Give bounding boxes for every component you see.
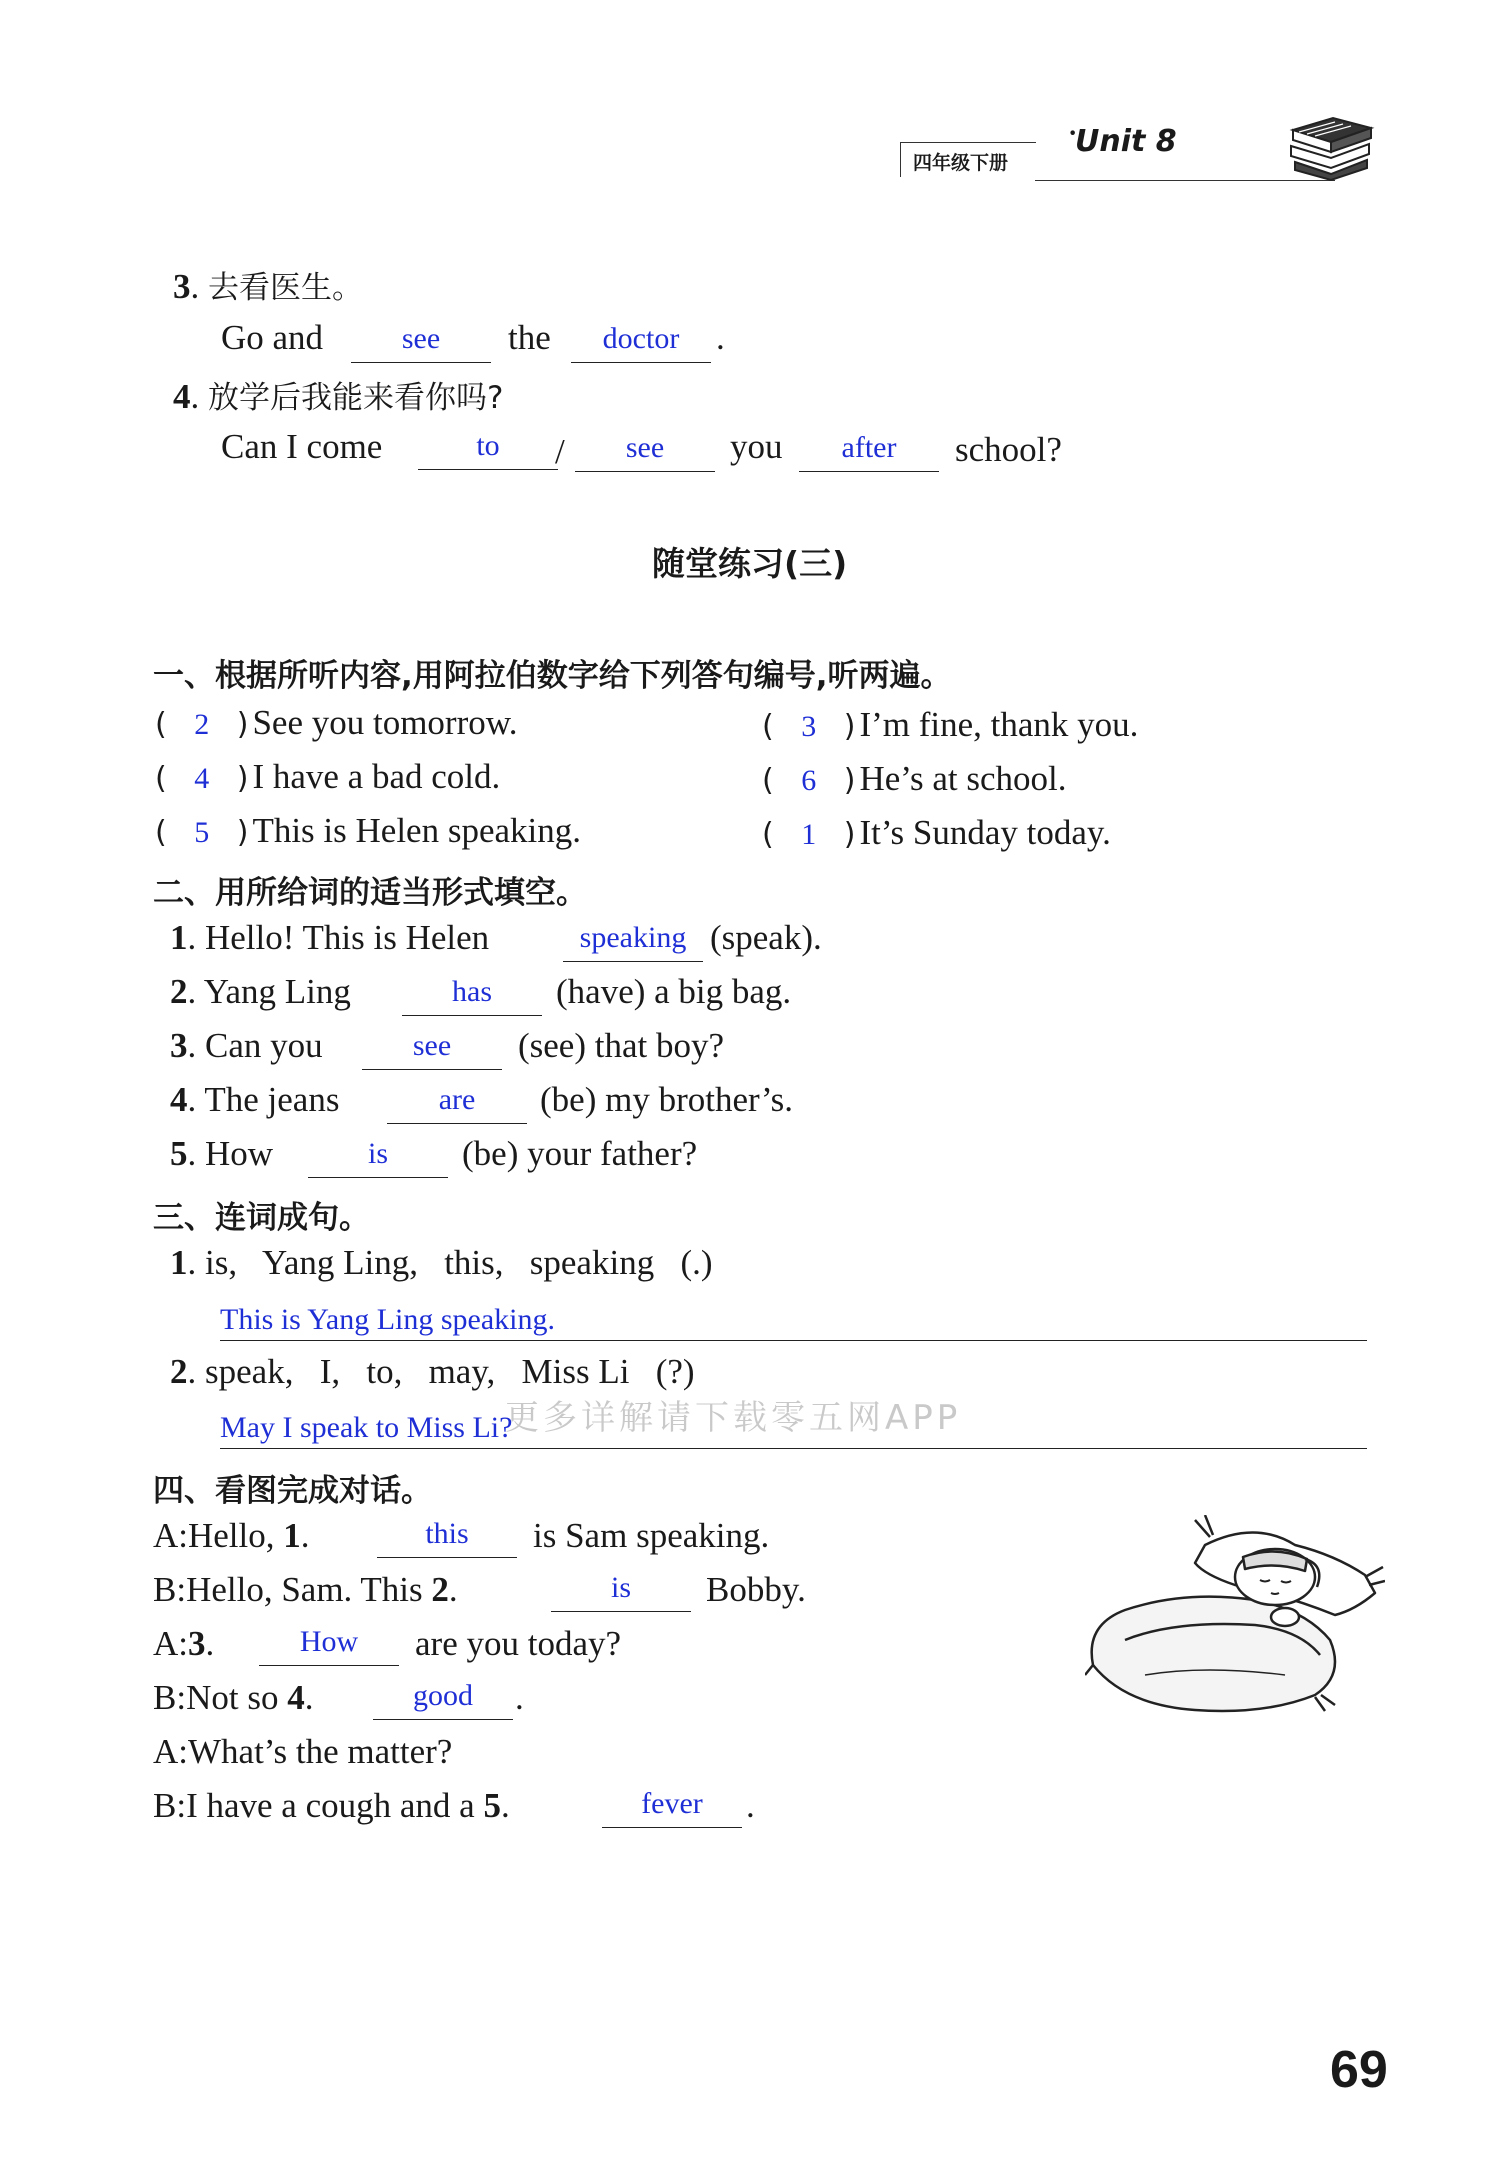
- s3-item-1-words: 1. is, Yang Ling, this, speaking (.): [170, 1243, 713, 1282]
- s4-post-3: are you today?: [415, 1624, 622, 1663]
- watermark: 更多详解请下载零五网APP: [505, 1398, 962, 1438]
- q4-w3: school?: [955, 430, 1062, 469]
- s2-blank-1: speaking: [563, 917, 703, 962]
- s2-post-2: (have) a big bag.: [556, 972, 792, 1011]
- books-icon: [1285, 112, 1375, 182]
- s2-item-2: 2. Yang Ling: [170, 972, 351, 1011]
- header-grade: 四年级下册: [913, 152, 1009, 174]
- s4-blank-2: is: [551, 1567, 691, 1612]
- s4-blank-4: good: [373, 1675, 513, 1720]
- q3-end: .: [716, 318, 725, 357]
- s4-blank-5: fever: [602, 1783, 742, 1828]
- s2-item-4: 4. The jeans: [170, 1080, 340, 1119]
- s2-blank-3: see: [362, 1025, 502, 1070]
- q4-w1: Can I come: [221, 427, 383, 466]
- s2-blank-5: is: [308, 1133, 448, 1178]
- s1-item-6: ( 1 ) It’s Sunday today.: [762, 813, 1111, 852]
- s4-blank-1: this: [377, 1513, 517, 1558]
- header-dot: ·: [1068, 118, 1078, 149]
- s4-line-4: B:Not so 4.: [153, 1678, 314, 1717]
- s2-post-1: (speak).: [710, 918, 822, 957]
- s4-line-1: A:Hello, 1.: [153, 1516, 310, 1555]
- s3-line-2: [220, 1446, 1367, 1449]
- q3-w2: the: [508, 318, 551, 357]
- s3-item-1-answer: This is Yang Ling speaking.: [220, 1303, 556, 1336]
- s3-item-2-answer: May I speak to Miss Li?: [220, 1411, 513, 1444]
- s2-blank-2: has: [402, 971, 542, 1016]
- s3-line-1: [220, 1338, 1367, 1341]
- q4-number: 4: [173, 377, 191, 416]
- s2-item-1: 1. Hello! This is Helen: [170, 918, 490, 957]
- s4-line-3: A:3.: [153, 1624, 215, 1663]
- s4-post-6: .: [746, 1786, 755, 1825]
- s4-line-5: A:What’s the matter?: [153, 1732, 453, 1771]
- s3-heading: 三、连词成句。: [153, 1200, 370, 1236]
- s2-item-5: 5. How: [170, 1134, 274, 1173]
- s2-post-5: (be) your father?: [462, 1134, 698, 1173]
- s2-post-4: (be) my brother’s.: [540, 1080, 794, 1119]
- s1-heading: 一、根据所听内容,用阿拉伯数字给下列答句编号,听两遍。: [153, 658, 952, 694]
- q3-number: 3: [173, 267, 191, 306]
- s1-item-4: ( 6 ) He’s at school.: [762, 759, 1067, 798]
- q4-blank-1: to: [418, 425, 558, 470]
- s2-heading: 二、用所给词的适当形式填空。: [153, 875, 587, 911]
- section-title: 随堂练习(三): [652, 544, 848, 583]
- s4-post-4: .: [515, 1678, 524, 1717]
- s4-line-6: B:I have a cough and a 5.: [153, 1786, 510, 1825]
- q4-blank-2: see: [575, 427, 715, 472]
- s2-blank-4: are: [387, 1079, 527, 1124]
- q4-chinese: 放学后我能来看你吗?: [208, 380, 504, 416]
- q4-w2: you: [730, 427, 783, 466]
- q4-line-cn: 4. 放学后我能来看你吗?: [173, 377, 504, 416]
- q3-chinese: 去看医生。: [208, 270, 363, 306]
- s4-post-2: Bobby.: [706, 1570, 806, 1609]
- s4-line-2: B:Hello, Sam. This 2.: [153, 1570, 458, 1609]
- s1-item-5: ( 5 ) This is Helen speaking.: [155, 811, 581, 850]
- s1-item-2: ( 3 ) I’m fine, thank you.: [762, 705, 1139, 744]
- q3-blank-1: see: [351, 318, 491, 363]
- q4-blank-3: after: [799, 427, 939, 472]
- q4-slash: /: [555, 432, 565, 471]
- q3-blank-2: doctor: [571, 318, 711, 363]
- s2-item-3: 3. Can you: [170, 1026, 323, 1065]
- s1-item-1: ( 2 ) See you tomorrow.: [155, 703, 518, 742]
- s4-heading: 四、看图完成对话。: [153, 1473, 432, 1509]
- s2-post-3: (see) that boy?: [518, 1026, 725, 1065]
- page-number: 69: [1330, 2041, 1388, 2099]
- s1-item-3: ( 4 ) I have a bad cold.: [155, 757, 501, 796]
- s3-item-2-words: 2. speak, I, to, may, Miss Li (?): [170, 1352, 695, 1391]
- header-unit: Unit 8: [1075, 124, 1177, 159]
- q3-w1: Go and: [221, 318, 324, 357]
- q3-line-cn: 3. 去看医生。: [173, 267, 363, 306]
- s4-post-1: is Sam speaking.: [533, 1516, 770, 1555]
- s4-blank-3: How: [259, 1621, 399, 1666]
- sick-boy-in-bed-illustration: [1085, 1515, 1385, 1715]
